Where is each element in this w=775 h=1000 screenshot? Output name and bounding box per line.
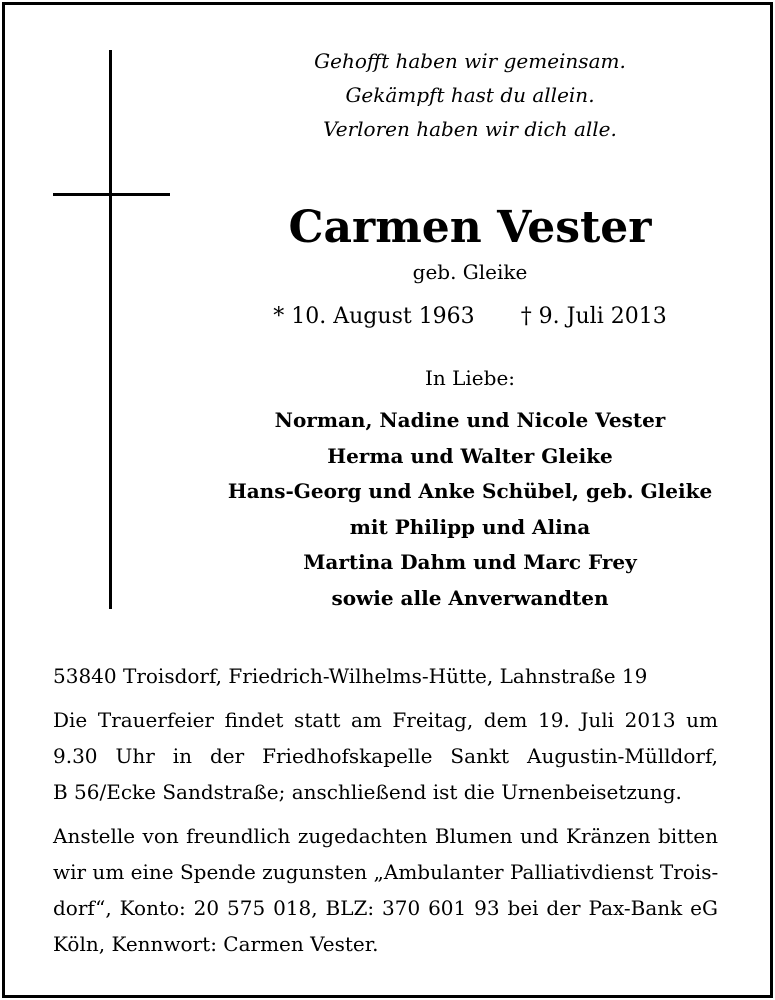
funeral-line: 9.30 Uhr in der Friedhofskapelle Sankt Augustin-Mülldorf,	[53, 744, 718, 768]
poem-line: Gehofft haben wir gemeinsam.	[314, 49, 626, 73]
donation-line: wir um eine Spende zugunsten „Ambulanter Palliativdienst Trois-	[53, 860, 719, 884]
birth-date: * 10. August 1963	[273, 304, 475, 329]
poem-line: Verloren haben wir dich alle.	[323, 117, 617, 141]
mourners-list	[200, 403, 740, 616]
cross-icon-vertical-bar	[109, 50, 112, 609]
death-date: † 9. Juli 2013	[520, 304, 667, 329]
mourner-line: sowie alle Anverwandten	[331, 585, 609, 610]
mourning-address: 53840 Troisdorf, Friedrich-Wilhelms-Hütte, Lahnstraße 19	[53, 664, 648, 688]
mourner-line: Hans-Georg und Anke Schübel, geb. Gleike	[227, 479, 713, 503]
mourner-line: mit Philipp und Alina	[349, 514, 591, 539]
donation-line: Köln, Kennwort: Carmen Vester.	[53, 932, 379, 956]
poem-line: Gekämpft hast du allein.	[345, 83, 595, 107]
deceased-name: Carmen Vester	[288, 202, 652, 253]
mourner-line: Herma und Walter Gleike	[327, 443, 613, 468]
funeral-notice	[53, 702, 718, 810]
donation-line: Anstelle von freundlich zugedachten Blumen und Kränzen bitten	[53, 824, 718, 848]
funeral-line: B 56/Ecke Sandstraße; anschließend ist die Urnenbeisetzung.	[53, 780, 682, 804]
funeral-line: Die Trauerfeier findet statt am Freitag, dem 19. Juli 2013 um	[53, 708, 718, 732]
mourner-line: Martina Dahm und Marc Frey	[303, 550, 637, 574]
cross-icon-horizontal-bar	[53, 193, 170, 196]
life-dates	[200, 302, 740, 332]
donation-line: dorf“, Konto: 20 575 018, BLZ: 370 601 93 bei der Pax-Bank eG	[53, 896, 718, 920]
mourner-line: Norman, Nadine und Nicole Vester	[274, 408, 666, 432]
memorial-poem	[200, 44, 740, 146]
donation-notice	[53, 818, 718, 962]
mourners-intro: In Liebe:	[424, 366, 516, 390]
birth-name: geb. Gleike	[412, 260, 528, 284]
